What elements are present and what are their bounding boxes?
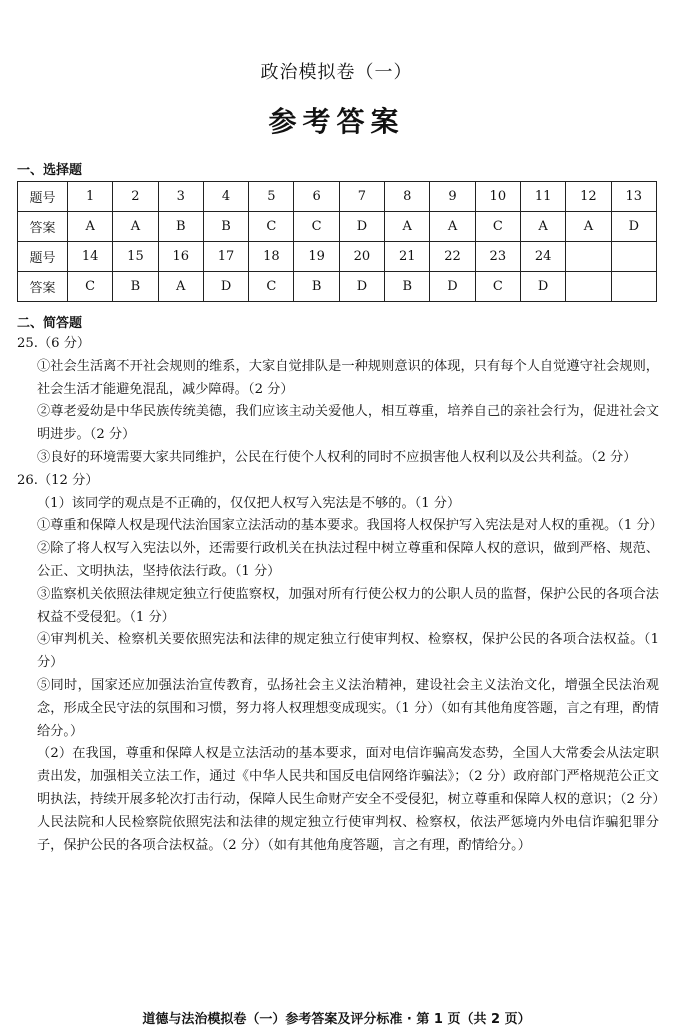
exam-title: 政治模拟卷（一） [260, 62, 413, 83]
table-cell: 18 [249, 242, 294, 272]
table-cell: 11 [520, 182, 565, 212]
table-cell: 12 [566, 182, 611, 212]
q26-paragraph-4: ③监察机关依照法律规定独立行使监察权，加强对所有行使公权力的公职人员的监督，保护公民的各项合法权益不受侵犯。（1 分） [37, 586, 659, 625]
section-choice-title: 一、选择题 [17, 163, 83, 178]
table-cell: A [430, 212, 475, 242]
table-cell: B [294, 272, 339, 302]
table-cell: C [249, 272, 294, 302]
table-cell: C [294, 212, 339, 242]
page-heading: 参考答案 [268, 105, 405, 138]
table-cell: D [339, 212, 384, 242]
table-cell: 24 [520, 242, 565, 272]
table-cell: B [158, 212, 203, 242]
table-cell: 20 [339, 242, 384, 272]
table-cell: 13 [611, 182, 656, 212]
table-cell: C [68, 272, 113, 302]
row-label: 题号 [18, 182, 68, 212]
table-cell: A [520, 212, 565, 242]
table-cell: 23 [475, 242, 520, 272]
table-cell: B [113, 272, 158, 302]
table-cell: D [611, 212, 656, 242]
table-cell: B [385, 272, 430, 302]
table-cell [566, 272, 611, 302]
table-cell: 8 [385, 182, 430, 212]
table-cell: D [339, 272, 384, 302]
table-cell: 9 [430, 182, 475, 212]
table-cell: C [475, 272, 520, 302]
short-answer-content [17, 333, 663, 857]
table-cell: 14 [68, 242, 113, 272]
table-cell: 2 [113, 182, 158, 212]
table-cell: 6 [294, 182, 339, 212]
q26-paragraph-2: ①尊重和保障人权是现代法治国家立法活动的基本要求。我国将人权保护写入宪法是对人权的重视。（1 分） [37, 518, 663, 534]
table-cell [611, 242, 656, 272]
page-footer: 道德与法治模拟卷（一）参考答案及评分标准 · 第 1 页（共 2 页） [142, 1012, 531, 1027]
table-cell: 5 [249, 182, 294, 212]
q26-paragraph-6: ⑤同时，国家还应加强法治宣传教育，弘扬社会主义法治精神，建设社会主义法治文化，增强全民法治观念，形成全民守法的氛围和习惯，努力将人权理想变成现实。（1 分）（如有其他角度答题，言之有理，酌情给分。） [37, 677, 659, 739]
q25-paragraph-3: ③良好的环境需要大家共同维护，公民在行使个人权利的同时不应损害他人权利以及公共利益。（2 分） [37, 449, 637, 465]
table-row [18, 242, 657, 272]
table-cell: 3 [158, 182, 203, 212]
row-label: 答案 [18, 272, 68, 302]
table-cell: A [68, 212, 113, 242]
table-cell: D [430, 272, 475, 302]
table-cell: 16 [158, 242, 203, 272]
answer-table [17, 181, 657, 302]
table-cell: 1 [68, 182, 113, 212]
table-cell: A [385, 212, 430, 242]
table-cell: 22 [430, 242, 475, 272]
q26-paragraph-7: （2）在我国，尊重和保障人权是立法活动的基本要求，面对电信诈骗高发态势，全国人大常委会从法定职责出发，加强相关立法工作，通过《中华人民共和国反电信网络诈骗法》；（2 分）政府部门严格规范公正文明执法，持续开展多轮次打击行动，保障人民生命财产安全不受侵犯，树立尊重和保障人权的意识；（2 分）人民法院和人民检察院依照宪法和法律的规定独立行使审判权、检察权，依法严惩境内外电信诈骗犯罪分子，保护公民的各项合法权益。（2 分）（如有其他角度答题，言之有理，酌情给分。） [37, 746, 659, 853]
table-cell: D [520, 272, 565, 302]
q26-paragraph-1: （1）该同学的观点是不正确的，仅仅把人权写入宪法是不够的。（1 分） [37, 495, 461, 511]
table-cell: 7 [339, 182, 384, 212]
table-cell: A [566, 212, 611, 242]
section-short-answer-title: 二、简答题 [17, 316, 83, 331]
row-label: 答案 [18, 212, 68, 242]
table-cell: A [113, 212, 158, 242]
q26-paragraph-5: ④审判机关、检察机关要依照宪法和法律的规定独立行使审判权、检察权，保护公民的各项合法权益。（1 分） [37, 632, 659, 671]
table-cell: 10 [475, 182, 520, 212]
table-cell: 19 [294, 242, 339, 272]
table-cell: 21 [385, 242, 430, 272]
question-26-number: 26.（12 分） [17, 472, 99, 488]
table-row [18, 182, 657, 212]
table-row [18, 212, 657, 242]
table-cell: A [158, 272, 203, 302]
table-cell: 15 [113, 242, 158, 272]
table-cell: D [203, 272, 248, 302]
table-cell: C [475, 212, 520, 242]
table-cell [611, 272, 656, 302]
table-cell [566, 242, 611, 272]
q25-paragraph-2: ②尊老爱幼是中华民族传统美德，我们应该主动关爱他人，相互尊重，培养自己的亲社会行为，促进社会文明进步。（2 分） [37, 404, 659, 443]
question-25-number: 25.（6 分） [17, 336, 91, 351]
table-cell: 4 [203, 182, 248, 212]
q25-paragraph-1: ①社会生活离不开社会规则的维系，大家自觉排队是一种规则意识的体现，只有每个人自觉遵守社会规则，社会生活才能避免混乱，减少障碍。（2 分） [37, 358, 659, 397]
table-cell: B [203, 212, 248, 242]
table-cell: C [249, 212, 294, 242]
row-label: 题号 [18, 242, 68, 272]
table-row [18, 272, 657, 302]
q26-paragraph-3: ②除了将人权写入宪法以外，还需要行政机关在执法过程中树立尊重和保障人权的意识，做到严格、规范、公正、文明执法，坚持依法行政。（1 分） [37, 541, 659, 579]
table-cell: 17 [203, 242, 248, 272]
